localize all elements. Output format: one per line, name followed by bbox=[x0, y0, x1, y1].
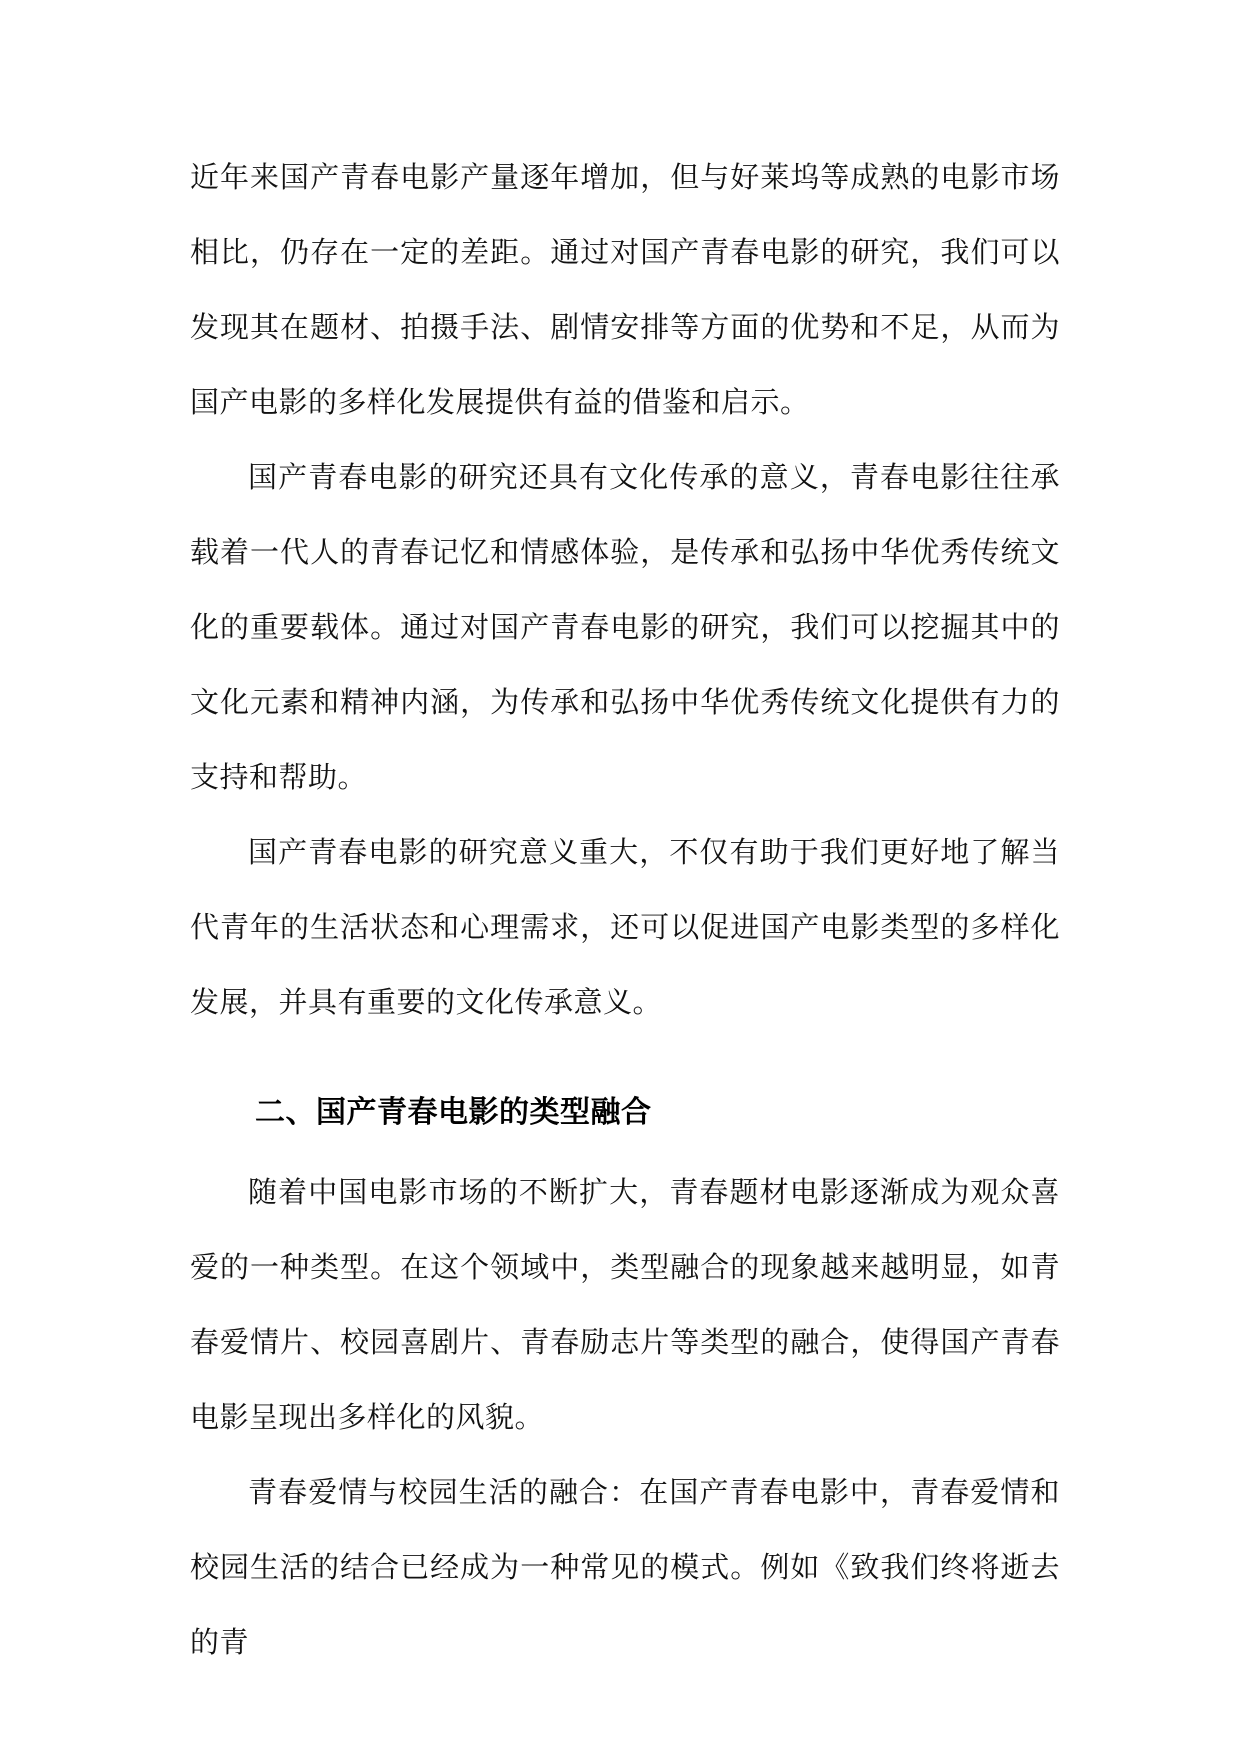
paragraph-cultural-heritage: 国产青春电影的研究还具有文化传承的意义，青春电影往往承载着一代人的青春记忆和情感体验，是传承和弘扬中华优秀传统文化的重要载体。通过对国产青春电影的研究，我们可以挖掘其中的文化元素和精神内涵，为传承和弘扬中华优秀传统文化提供有力的支持和帮助。 bbox=[190, 460, 1060, 794]
document-body bbox=[190, 140, 1060, 1680]
paragraph-love-campus-fusion: 青春爱情与校园生活的融合：在国产青春电影中，青春爱情和校园生活的结合已经成为一种常见的模式。例如《致我们终将逝去的青 bbox=[190, 1475, 1060, 1659]
paragraph-continuation: 近年来国产青春电影产量逐年增加，但与好莱坞等成熟的电影市场相比，仍存在一定的差距。通过对国产青春电影的研究，我们可以发现其在题材、拍摄手法、剧情安排等方面的优势和不足，从而为国产电影的多样化发展提供有益的借鉴和启示。 bbox=[190, 160, 1060, 419]
paragraph-research-significance: 国产青春电影的研究意义重大，不仅有助于我们更好地了解当代青年的生活状态和心理需求，还可以促进国产电影类型的多样化发展，并具有重要的文化传承意义。 bbox=[190, 835, 1060, 1019]
section-heading: 二、国产青春电影的类型融合 bbox=[255, 1095, 652, 1130]
paragraph-genre-fusion-intro: 随着中国电影市场的不断扩大，青春题材电影逐渐成为观众喜爱的一种类型。在这个领域中，类型融合的现象越来越明显，如青春爱情片、校园喜剧片、青春励志片等类型的融合，使得国产青春电影呈现出多样化的风貌。 bbox=[190, 1175, 1060, 1434]
